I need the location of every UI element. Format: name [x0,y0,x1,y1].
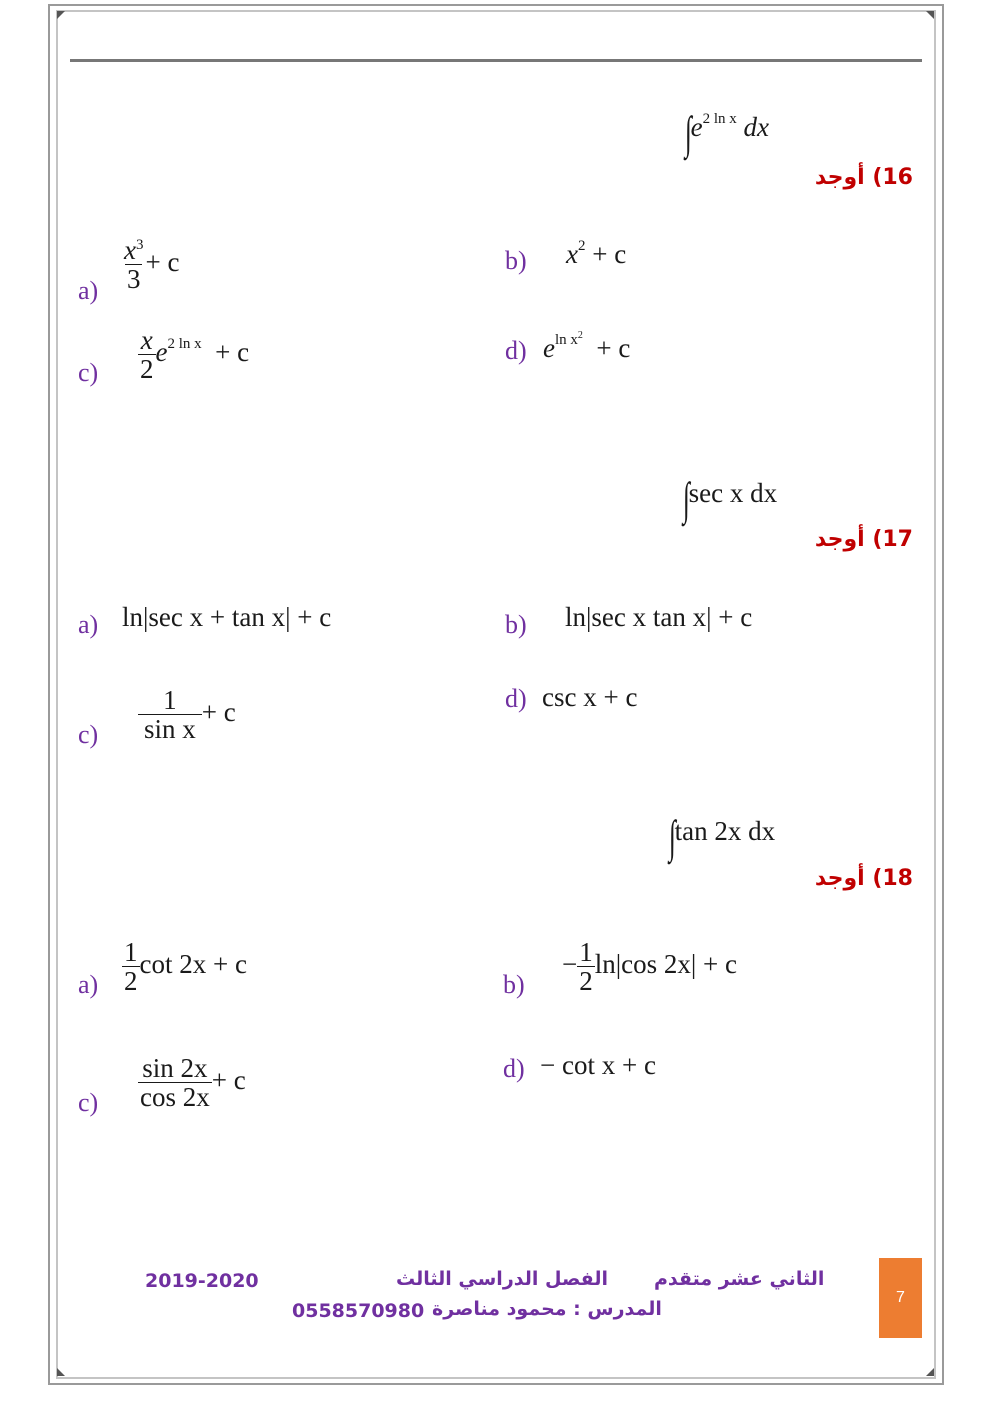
q18-option-a-letter[interactable]: a) [78,970,99,999]
q18-label: 18) أوجد [814,866,913,891]
fraction: $\frac{\sin 2x}{\cos 2x}$ [140,1053,210,1113]
q16-option-c[interactable]: $\frac{x}{2}$ $e^{2 ln x} + c$ [140,325,250,385]
q18-option-a[interactable]: $\frac{1}{2}$ cot 2x + c [124,937,247,997]
footer-teacher: المدرس : محمود مناصرة [432,1298,662,1320]
integral-sign: ∫ [668,811,676,862]
q16-option-d[interactable]: $e^{ln x^2} + c$ [543,330,631,363]
q17-option-d-letter[interactable]: d) [505,684,527,713]
q16-option-a[interactable]: $\frac{x^3}{3}$ + c [124,235,180,295]
footer-grade: الثاني عشر متقدم [654,1268,825,1290]
q18-option-c-letter[interactable]: c) [78,1088,99,1117]
q16-integral: $\int e^{2 ln x}$ dx [684,107,769,158]
corner-mark-bottom-right [926,1368,934,1376]
fraction: $\frac{1}{\text{sin x}}$ [138,686,202,744]
fraction: $\frac{1}{2}$ [124,937,138,997]
page-number-badge [879,1258,922,1338]
q17-option-b[interactable]: ln|sec x tan x| + c [565,602,753,632]
q16-option-b[interactable]: $x^2 + c$ [566,238,627,269]
corner-mark-top-left [57,11,65,19]
q17-option-a[interactable]: ln|sec x + tan x| + c [122,602,332,632]
fraction: $\frac{x}{2}$ [140,325,154,385]
q16-option-b-letter[interactable]: b) [505,246,527,275]
q18-option-b-letter[interactable]: b) [503,970,525,999]
q17-label: 17) أوجد [814,527,913,552]
q17-option-c[interactable]: $\frac{1}{\text{sin x}}$ + c [138,686,236,744]
corner-mark-top-right [926,11,934,19]
fraction: $\frac{x^3}{3}$ [124,235,144,295]
header-rule [70,59,922,62]
q16-option-a-letter[interactable]: a) [78,276,99,305]
q16-option-d-letter[interactable]: d) [505,336,527,365]
q18-option-c[interactable]: $\frac{\sin 2x}{\cos 2x}$ + c [140,1053,246,1113]
q16-option-c-letter[interactable]: c) [78,358,99,387]
q18-option-d[interactable]: − cot x + c [540,1050,656,1080]
footer-phone: 0558570980 [292,1300,425,1322]
integral-sign: ∫ [684,107,692,158]
page-number: 7 [896,1289,905,1306]
q17-integral: ∫sec x dx [682,473,778,524]
q16-label: 16) أوجد [814,165,913,190]
q18-option-d-letter[interactable]: d) [503,1054,525,1083]
q18-option-b[interactable]: − $\frac{1}{2}$ ln|cos 2x| + c [562,937,737,997]
fraction: $\frac{1}{2}$ [579,937,593,997]
footer-year: 2019-2020 [145,1270,259,1292]
q17-option-b-letter[interactable]: b) [505,610,527,639]
corner-mark-bottom-left [57,1368,65,1376]
q17-option-c-letter[interactable]: c) [78,720,99,749]
integral-sign: ∫ [682,473,690,524]
footer-term: الفصل الدراسي الثالث [396,1268,608,1290]
q17-option-a-letter[interactable]: a) [78,610,99,639]
q18-integral: ∫tan 2x dx [668,811,776,862]
q17-option-d[interactable]: csc x + c [542,682,638,712]
